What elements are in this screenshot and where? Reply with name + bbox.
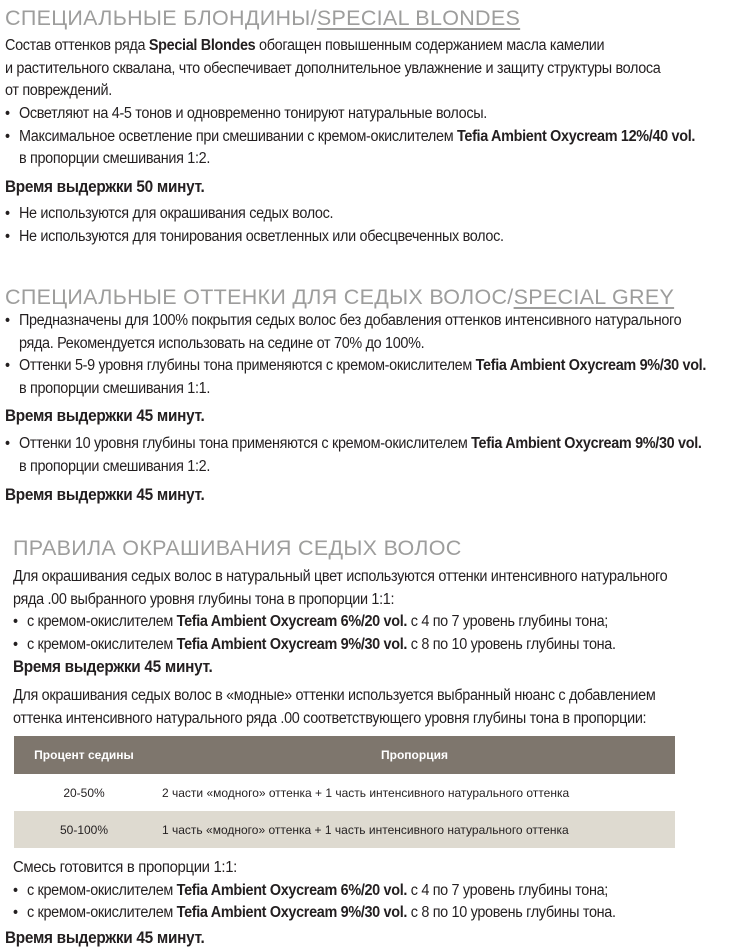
intro-line: и растительного сквалана, что обеспечивает дополнительное увлажнение и защиту структуры волоса — [5, 59, 661, 77]
paragraph-line: Для окрашивания седых волос в натуральный цвет используются оттенки интенсивного натурального — [13, 568, 668, 585]
table-cell: 2 части «модного» оттенка + 1 часть интенсивного натурального оттенка — [162, 785, 570, 800]
special-grey-heading — [5, 284, 730, 310]
rules-mix — [13, 857, 692, 925]
paragraph-line: ряда .00 выбранного уровня глубины тона в пропорции 1:1: — [13, 590, 395, 608]
special-grey-section — [5, 284, 730, 310]
list-item: • с кремом-окислителем Tefia Ambient Oxycream 6%/20 vol. с 4 по 7 уровень глубины тона; — [13, 880, 692, 903]
heading-ru: СПЕЦИАЛЬНЫЕ БЛОНДИНЫ/ — [5, 6, 317, 30]
list-item: • Оттенки 5-9 уровня глубины тона применяются с кремом-окислителем Tefia Ambient Oxycream 9%/30 vol. — [5, 355, 684, 378]
paragraph-line: Для окрашивания седых волос в «модные» оттенки используется выбранный нюанс с добавлением — [13, 687, 656, 704]
proportion-table — [14, 736, 675, 848]
blondes-intro — [5, 35, 684, 103]
list-item-continuation: в пропорции смешивания 1:2. — [18, 457, 211, 475]
grey-bullets — [5, 310, 707, 400]
table-row — [14, 774, 675, 811]
table-header: Пропорция — [154, 736, 675, 774]
special-blondes-heading — [5, 5, 730, 31]
list-item: • Предназначены для 100% покрытия седых волос без добавления оттенков интенсивного натурального — [5, 310, 684, 333]
rules-heading: ПРАВИЛА ОКРАШИВАНИЯ СЕДЫХ ВОЛОС — [13, 536, 462, 560]
rules-section — [13, 535, 730, 561]
heading-en: SPECIAL GREY — [513, 285, 675, 309]
paragraph-line: Смесь готовится в пропорции 1:1: — [13, 859, 237, 876]
blondes-bullets — [5, 103, 696, 171]
list-item: • Не используются для окрашивания седых волос. — [5, 203, 684, 226]
list-item: • Не используются для тонирования осветленных или обесцвеченных волос. — [5, 226, 684, 249]
special-blondes-section — [5, 5, 730, 31]
list-item: • Оттенки 10 уровня глубины тона применяются с кремом-окислителем Tefia Ambient Oxycream 9%/30 vol. — [5, 433, 684, 456]
paragraph-line: оттенка интенсивного натурального ряда .00 соответствующего уровня глубины тона в пропорции: — [13, 709, 647, 727]
rules-p1 — [13, 566, 692, 656]
grey-time-2: Время выдержки 45 минут. — [5, 486, 205, 504]
heading-ru: СПЕЦИАЛЬНЫЕ ОТТЕНКИ ДЛЯ СЕДЫХ ВОЛОС/ — [5, 285, 514, 309]
blondes-notes — [5, 203, 684, 248]
list-item-continuation: ряда. Рекомендуется использовать на седине от 70% до 100%. — [18, 334, 425, 352]
rules-time-1: Время выдержки 45 минут. — [13, 658, 213, 676]
list-item: • с кремом-окислителем Tefia Ambient Oxycream 9%/30 vol. с 8 по 10 уровень глубины тона. — [13, 902, 692, 925]
heading-en: SPECIAL BLONDES — [316, 6, 521, 30]
table-cell: 20-50% — [63, 785, 105, 800]
intro-line: от повреждений. — [5, 82, 112, 99]
table-row — [14, 811, 675, 848]
rules-time-2: Время выдержки 45 минут. — [5, 929, 205, 947]
list-item: • Осветляют на 4-5 тонов и одновременно тонируют натуральные волосы. — [5, 103, 684, 126]
list-item-continuation: в пропорции смешивания 1:2. — [18, 150, 211, 167]
grey-bullet-3 — [5, 433, 702, 478]
rules-p2 — [13, 685, 692, 730]
intro-line: Состав оттенков ряда Special Blondes обогащен повышенным содержанием масла камелии — [5, 37, 605, 54]
list-item: • с кремом-окислителем Tefia Ambient Oxycream 9%/30 vol. с 8 по 10 уровень глубины тона. — [13, 634, 692, 657]
list-item: • с кремом-окислителем Tefia Ambient Oxycream 6%/20 vol. с 4 по 7 уровень глубины тона; — [13, 611, 692, 634]
blondes-time: Время выдержки 50 минут. — [5, 178, 205, 196]
table-cell: 1 часть «модного» оттенка + 1 часть интенсивного натурального оттенка — [154, 811, 675, 848]
table-header: Процент седины — [14, 736, 154, 774]
grey-time-1: Время выдержки 45 минут. — [5, 407, 205, 425]
list-item-continuation: в пропорции смешивания 1:1. — [18, 379, 211, 397]
table-cell: 50-100% — [14, 811, 154, 848]
table-header-row — [14, 736, 675, 774]
list-item: • Максимальное осветление при смешивании с кремом-окислителем Tefia Ambient Oxycream 12%/40 vol. — [5, 126, 684, 149]
